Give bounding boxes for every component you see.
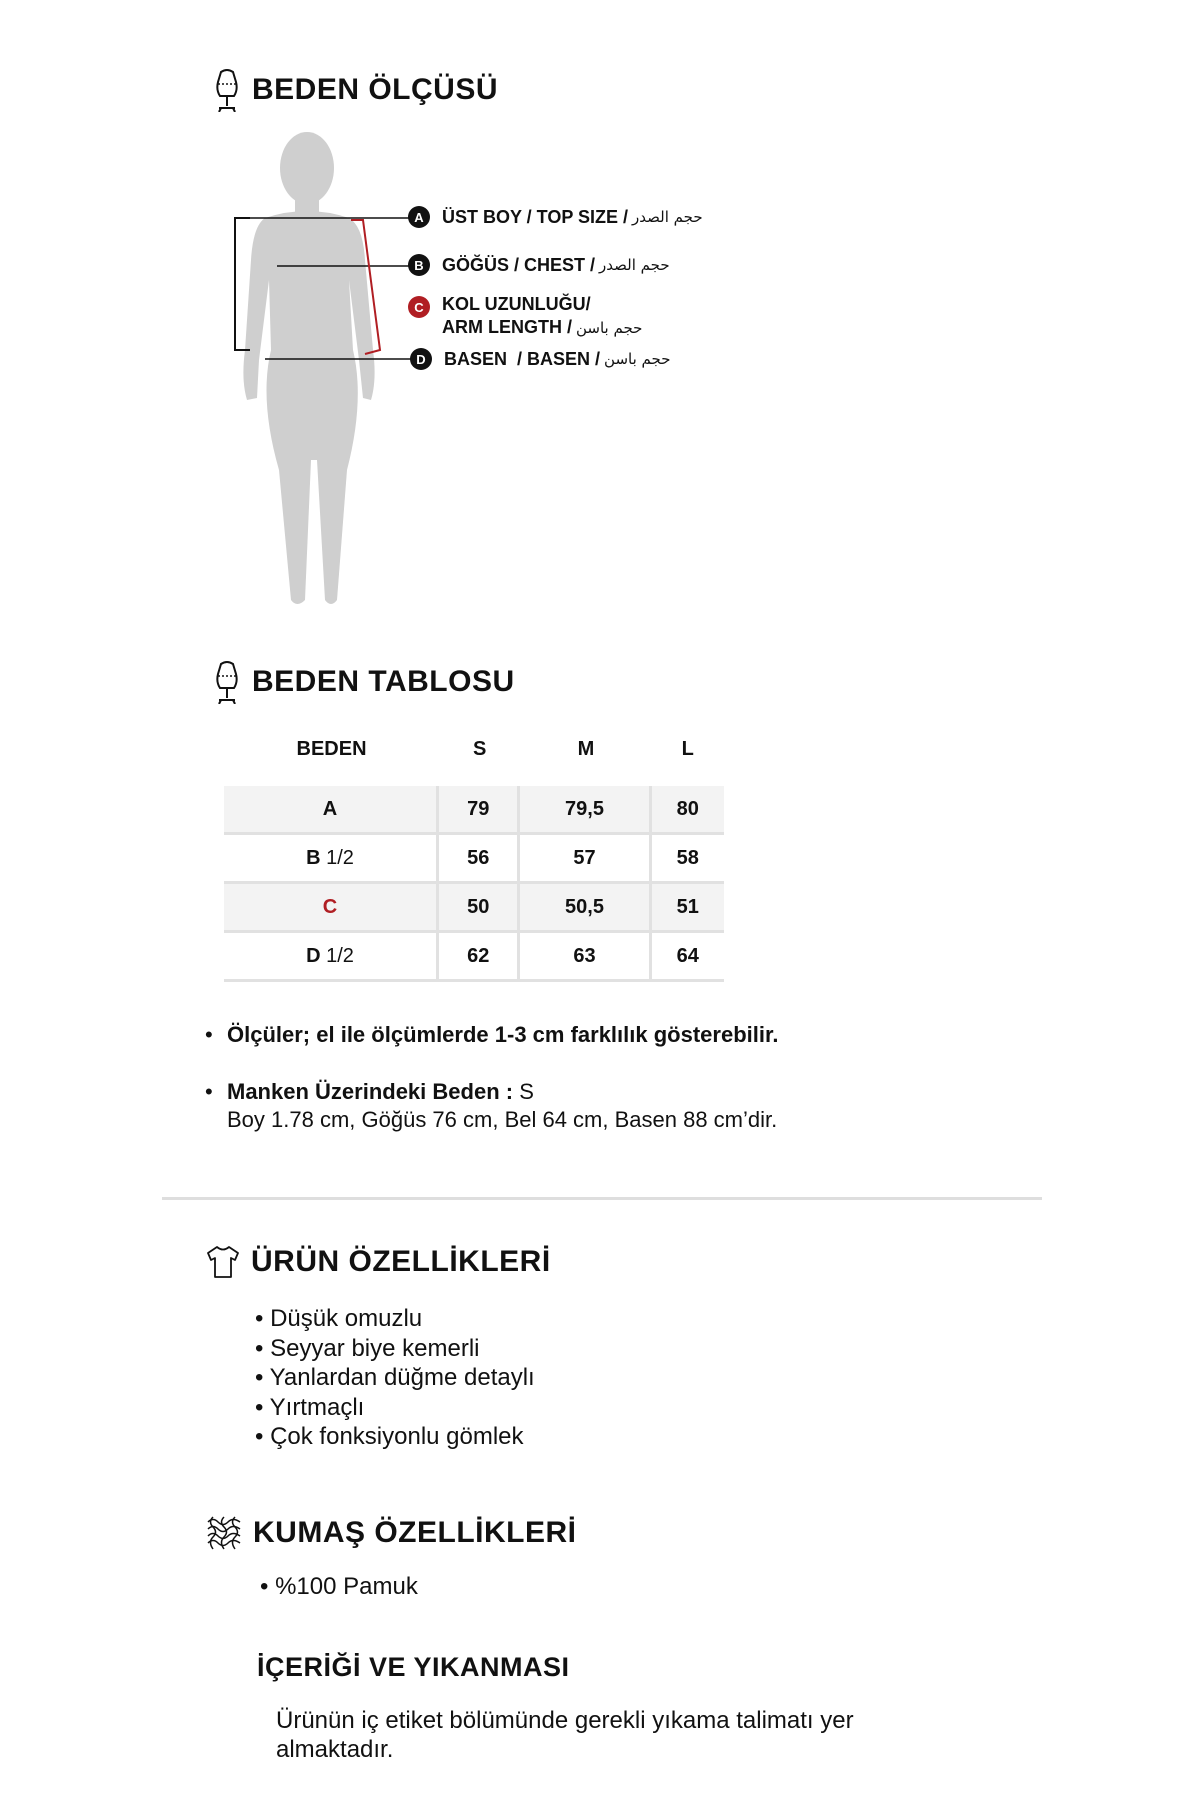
table-row: [224, 884, 724, 933]
marker-d: D: [410, 348, 432, 370]
product-features-list: [255, 1304, 535, 1452]
row-label: C: [224, 884, 439, 933]
marker-b: B: [408, 254, 430, 276]
label-d-text: BASEN / BASEN /: [444, 348, 601, 369]
size-guide-title: [212, 68, 498, 112]
model-size: S: [519, 1079, 534, 1104]
table-cell: 50,5: [520, 884, 651, 933]
label-c-text2: ARM LENGTH /: [442, 317, 572, 337]
model-note: • Manken Üzerindeki Beden : S Boy 1.78 cm, Göğüs 76 cm, Bel 64 cm, Basen 88 cm’dir.: [205, 1079, 778, 1132]
product-features-title-text: ÜRÜN ÖZELLİKLERİ: [251, 1245, 551, 1278]
table-cell: 56: [439, 835, 520, 884]
model-stats: Boy 1.78 cm, Göğüs 76 cm, Bel 64 cm, Basen 88 cm’dir.: [227, 1107, 778, 1132]
table-cell: 63: [520, 933, 651, 982]
table-cell: 62: [439, 933, 520, 982]
size-table: [224, 724, 724, 982]
label-c-text: KOL UZUNLUĞU/: [442, 294, 591, 314]
body-figure: [225, 130, 425, 610]
table-cell: 79: [439, 786, 520, 835]
table-cell: 57: [520, 835, 651, 884]
row-label: A: [224, 786, 439, 835]
label-a-text: ÜST BOY / TOP SIZE /: [442, 206, 629, 227]
size-guide-title-text: BEDEN ÖLÇÜSÜ: [252, 73, 499, 106]
mannequin-icon: [212, 68, 242, 112]
header-m: M: [577, 737, 595, 760]
row-label: B 1/2: [224, 835, 439, 884]
model-label: Manken Üzerindeki Beden :: [227, 1079, 514, 1104]
tshirt-icon: [205, 1244, 241, 1280]
table-cell: 51: [652, 884, 724, 933]
table-row: [224, 835, 724, 884]
label-d-arabic: حجم باسن: [604, 350, 671, 368]
washing-title: İÇERİĞİ VE YIKANMASI: [257, 1652, 570, 1682]
label-d: [410, 348, 670, 370]
header-s: S: [473, 737, 487, 760]
measurement-note: • Ölçüler; el ile ölçümlerde 1-3 cm farklılık gösterebilir.: [205, 1022, 779, 1047]
fabric-features-title: [205, 1514, 577, 1552]
label-b-text: GÖĞÜS / CHEST /: [442, 254, 596, 275]
table-row: [224, 933, 724, 982]
washing-text: Ürünün iç etiket bölümünde gerekli yıkama talimatı yer almaktadır.: [276, 1707, 854, 1763]
table-cell: 79,5: [520, 786, 651, 835]
label-a: [408, 206, 703, 228]
table-cell: 80: [652, 786, 724, 835]
size-table-title: [212, 660, 515, 704]
table-row: [224, 786, 724, 835]
fabric-features-title-text: KUMAŞ ÖZELLİKLERİ: [253, 1516, 577, 1549]
list-item: • Seyyar biye kemerli: [255, 1334, 535, 1364]
label-a-arabic: حجم الصدر: [632, 208, 703, 226]
label-c: [408, 296, 642, 340]
product-features-title: [205, 1244, 551, 1280]
row-label: D 1/2: [224, 933, 439, 982]
table-cell: 58: [652, 835, 724, 884]
fabric-features-list: [260, 1572, 418, 1602]
list-item: • Düşük omuzlu: [255, 1304, 535, 1334]
label-c-arabic: حجم باسن: [576, 319, 643, 337]
list-item: • Çok fonksiyonlu gömlek: [255, 1422, 535, 1452]
list-item: • Yırtmaçlı: [255, 1393, 535, 1423]
table-header-row: [224, 724, 724, 774]
size-table-title-text: BEDEN TABLOSU: [252, 665, 515, 698]
section-divider: [162, 1197, 1042, 1200]
list-item: • Yanlardan düğme detaylı: [255, 1363, 535, 1393]
table-cell: 64: [652, 933, 724, 982]
list-item: • %100 Pamuk: [260, 1572, 418, 1602]
header-l: L: [681, 737, 694, 760]
fabric-icon: [205, 1514, 243, 1552]
marker-a: A: [408, 206, 430, 228]
mannequin-icon: [212, 660, 242, 704]
marker-c: C: [408, 296, 430, 318]
label-b-arabic: حجم الصدر: [599, 256, 670, 274]
label-b: [408, 254, 670, 276]
header-beden: BEDEN: [296, 737, 367, 760]
table-cell: 50: [439, 884, 520, 933]
